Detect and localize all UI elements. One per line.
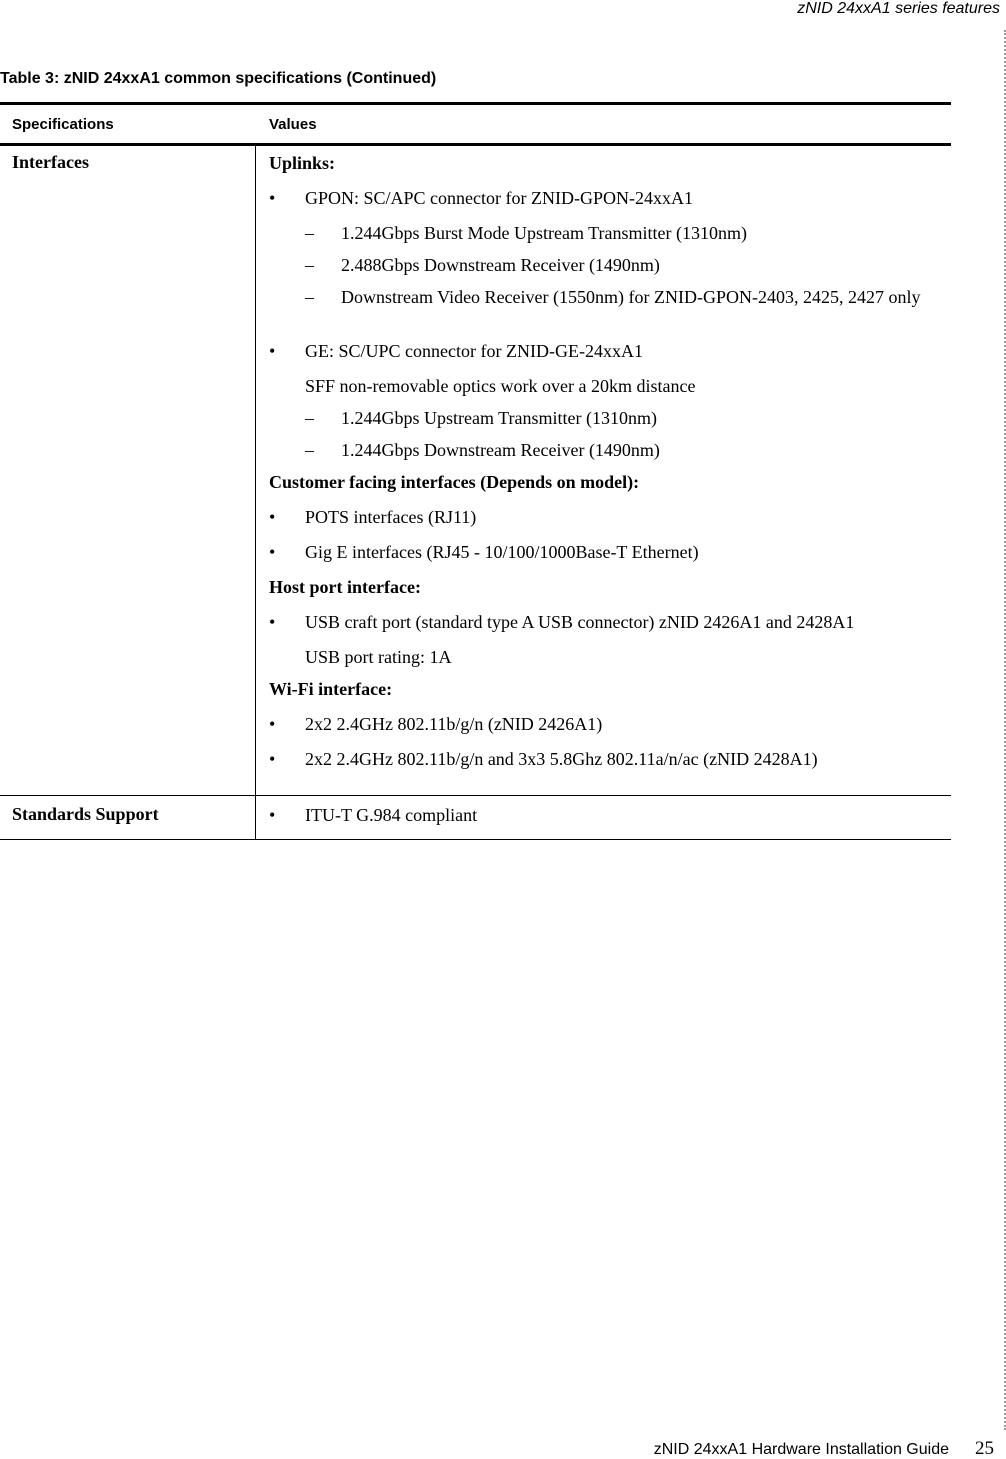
dash-item [269, 286, 943, 340]
dash-text: 1.244Gbps Upstream Transmitter (1310nm) [341, 408, 657, 428]
bullet-text: 2x2 2.4GHz 802.11b/g/n and 3x3 5.8Ghz 802.11a/n/ac (zNID 2428A1) [305, 749, 818, 769]
dash-item [269, 222, 943, 254]
dash-text: 2.488Gbps Downstream Receiver (1490nm) [341, 255, 660, 275]
values-cell [256, 146, 951, 795]
bullet-marker: • [269, 749, 276, 769]
dash-item [269, 439, 943, 471]
bullet-item [269, 340, 943, 375]
bullet-marker: • [269, 542, 276, 562]
running-header: zNID 24xxA1 series features [797, 0, 1000, 17]
bullet-text: ITU-T G.984 compliant [305, 805, 478, 825]
bullet-marker: • [269, 188, 276, 208]
bullet-text: USB craft port (standard type A USB connector) zNID 2426A1 and 2428A1 [305, 612, 855, 632]
bullet-item [269, 748, 943, 783]
bullet-marker: • [269, 341, 276, 361]
table-row-interfaces [0, 146, 951, 795]
bullet-item [269, 541, 943, 576]
table-caption: Table 3: zNID 24xxA1 common specifications (Continued) [0, 70, 437, 87]
bullet-text: Gig E interfaces (RJ45 - 10/100/1000Base-T Ethernet) [305, 542, 699, 562]
dash-marker: – [305, 223, 314, 243]
bullet-text: 2x2 2.4GHz 802.11b/g/n (zNID 2426A1) [305, 714, 603, 734]
dash-marker: – [305, 287, 314, 307]
column-header-values: Values [269, 116, 317, 133]
bullet-marker: • [269, 507, 276, 527]
bullet-marker: • [269, 612, 276, 632]
bullet-text: POTS interfaces (RJ11) [305, 507, 477, 527]
column-header-specifications: Specifications [12, 116, 114, 133]
specifications-table [0, 102, 951, 840]
spec-name-cell: Interfaces [0, 146, 256, 795]
subheading-uplinks: Uplinks: [269, 153, 336, 173]
subheading-customer-facing: Customer facing interfaces (Depends on model): [269, 472, 640, 492]
bullet-item [269, 713, 943, 748]
bullet-item [269, 611, 943, 646]
bullet-item [269, 804, 943, 839]
dash-marker: – [305, 440, 314, 460]
plain-note: SFF non-removable optics work over a 20km distance [305, 376, 696, 396]
footer-guide-title: zNID 24xxA1 Hardware Installation Guide [653, 1441, 949, 1458]
bullet-item [269, 187, 943, 222]
bullet-text: GE: SC/UPC connector for ZNID-GE-24xxA1 [305, 341, 643, 361]
subheading-host-port: Host port interface: [269, 577, 421, 597]
dash-text: 1.244Gbps Burst Mode Upstream Transmitter (1310nm) [341, 223, 747, 243]
dash-marker: – [305, 255, 314, 275]
dash-item [269, 407, 943, 439]
dash-marker: – [305, 408, 314, 428]
plain-note: USB port rating: 1A [305, 647, 452, 667]
table-bottom-rule [0, 839, 951, 840]
bullet-marker: • [269, 714, 276, 734]
spec-name-cell: Standards Support [0, 796, 256, 839]
subheading-wifi: Wi-Fi interface: [269, 679, 393, 699]
dash-item [269, 254, 943, 286]
dash-text: 1.244Gbps Downstream Receiver (1490nm) [341, 440, 660, 460]
table-header-row [0, 105, 951, 143]
values-cell [256, 796, 951, 839]
page-number: 25 [975, 1438, 994, 1459]
bullet-marker: • [269, 805, 276, 825]
bullet-item [269, 506, 943, 541]
dash-text: Downstream Video Receiver (1550nm) for ZNID-GPON-2403, 2425, 2427 only [341, 287, 921, 307]
bullet-text: GPON: SC/APC connector for ZNID-GPON-24xxA1 [305, 188, 693, 208]
table-row-standards-support [0, 796, 951, 839]
